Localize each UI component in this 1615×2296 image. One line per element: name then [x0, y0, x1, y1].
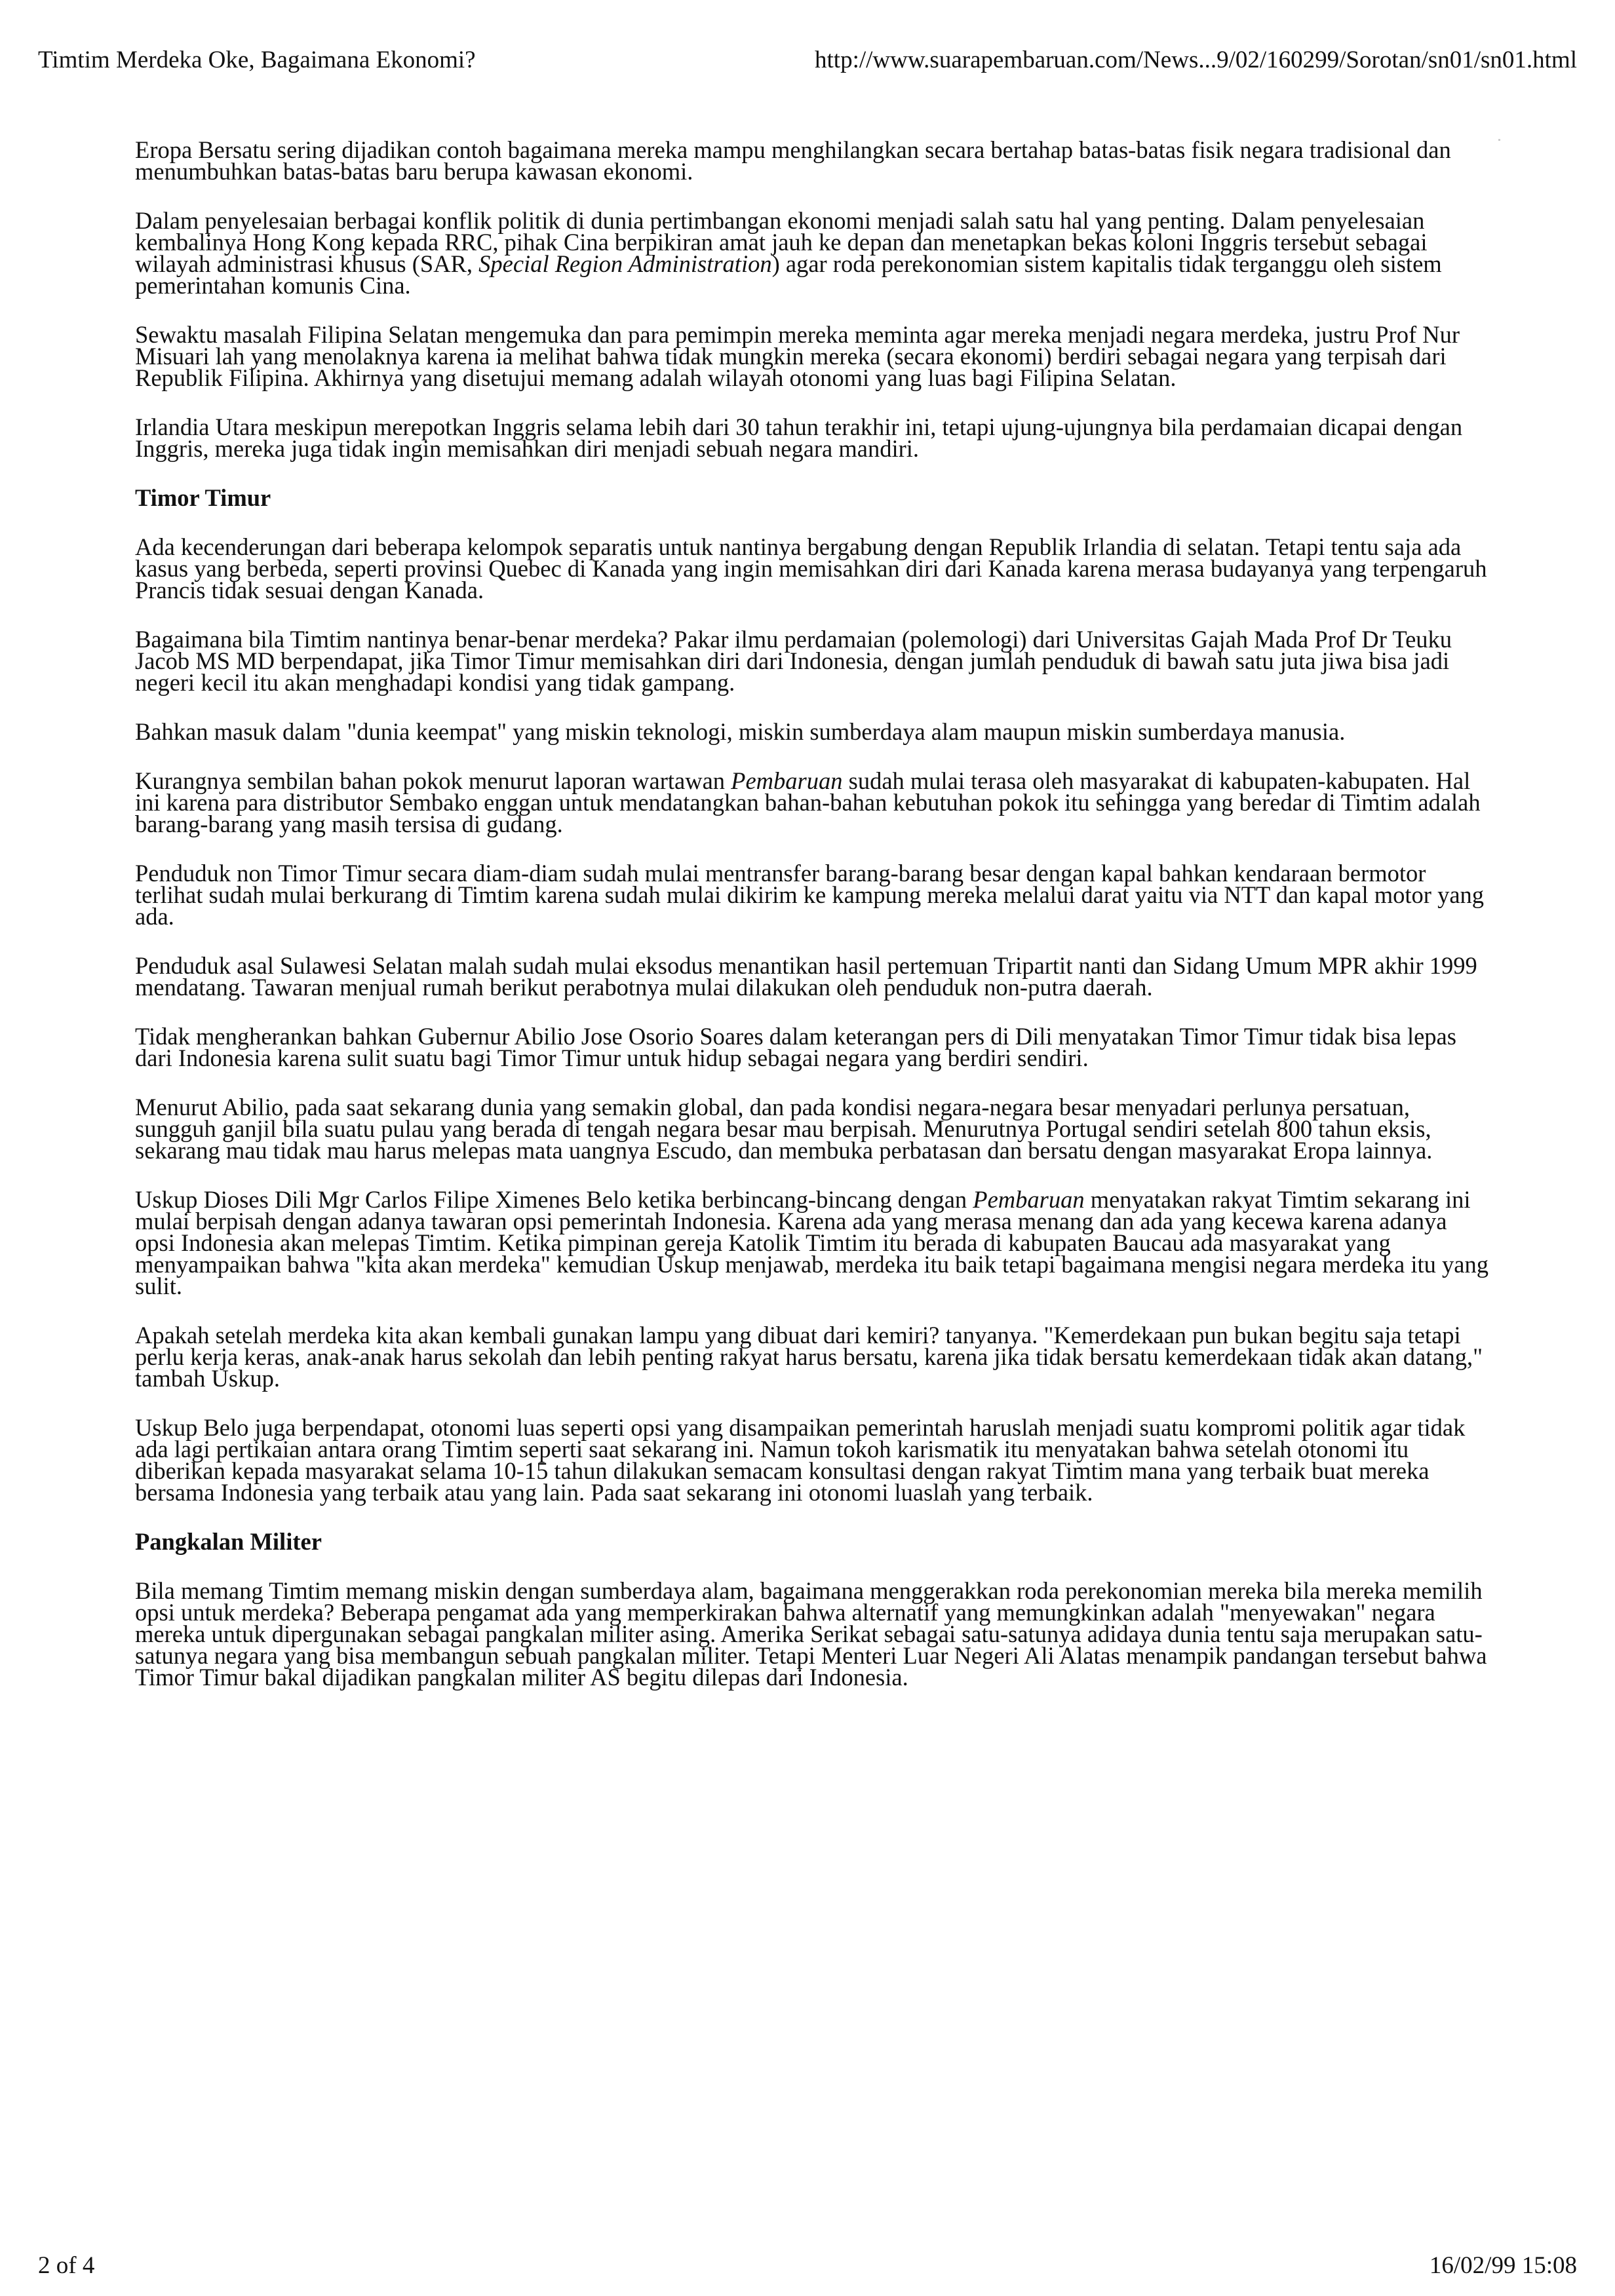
- page-header-title: Timtim Merdeka Oke, Bagaimana Ekonomi?: [38, 47, 476, 73]
- paragraph-text: Dalam penyelesaian berbagai konflik politik di dunia pertimbangan ekonomi menjadi salah satu hal yang penting. Dalam penyelesaian kembalinya Hong Kong kepada RRC, pihak Cina berpikiran amat jauh ke depan dan menetapkan bekas koloni Inggris tersebut sebagai wilayah administrasi khusus (SAR,: [135, 207, 1428, 277]
- paragraph: Ada kecenderungan dari beberapa kelompok separatis untuk nantinya bergabung dengan Republik Irlandia di selatan. Tetapi tentu saja ada kasus yang berbeda, seperti provinsi Quebec di Kanada yang ingin memisahkan diri dari Kanada karena merasa budayanya yang terpengaruh Prancis tidak sesuai dengan Kanada.: [135, 533, 1487, 603]
- paragraph: Penduduk non Timor Timur secara diam-diam sudah mulai mentransfer barang-barang besar dengan kapal bahkan kendaraan bermotor terlihat sudah mulai berkurang di Timtim karena sudah mulai dikirim ke kampung mereka melalui darat yaitu via NTT dan kapal motor yang ada.: [135, 860, 1485, 930]
- paragraph: [135, 207, 1492, 299]
- paragraph-text: Uskup Dioses Dili Mgr Carlos Filipe Ximenes Belo ketika berbincang-bincang dengan: [135, 1186, 973, 1213]
- paragraph-text: sudah mulai terasa oleh masyarakat di kabupaten-kabupaten. Hal ini karena para distributor Sembako enggan untuk mendatangkan bahan-bahan kebutuhan pokok itu sehingga yang beredar di Timtim adalah barang-barang yang masih tersisa di gudang.: [135, 767, 1481, 837]
- italic-term: Pembaruan: [731, 767, 843, 794]
- paragraph: Bila memang Timtim memang miskin dengan sumberdaya alam, bagaimana menggerakkan roda perekonomian mereka bila mereka memilih opsi untuk merdeka? Beberapa pengamat ada yang memperkirakan bahwa alternatif yang memungkinkan adalah "menyewakan" negara mereka untuk dipergunakan sebagai pangkalan militer asing. Amerika Serikat sebagai satu-satunya adidaya dunia tentu saja merupakan satu-satunya negara yang bisa membangun sebuah pangkalan militer. Tetapi Menteri Luar Negeri Ali Alatas menampik pandangan tersebut bahwa Timor Timur bakal dijadikan pangkalan militer AS begitu dilepas dari Indonesia.: [135, 1577, 1487, 1691]
- paragraph-text: menyatakan rakyat Timtim sekarang ini mulai berpisah dengan adanya tawaran opsi pemerintah Indonesia. Karena ada yang merasa menang dan ada yang kecewa karena adanya opsi Indonesia akan melepas Timtim. Ketika pimpinan gereja Katolik Timtim itu berada di kabupaten Baucau ada masyarakat yang menyampaikan bahwa "kita akan merdeka" kemudian Uskup menjawab, merdeka itu baik tetapi bagaimana mengisi negara merdeka itu yang sulit.: [135, 1186, 1489, 1299]
- paragraph: Eropa Bersatu sering dijadikan contoh bagaimana mereka mampu menghilangkan secara bertahap batas-batas fisik negara tradisional dan menumbuhkan batas-batas baru berupa kawasan ekonomi.: [135, 136, 1451, 185]
- paragraph: [135, 1186, 1492, 1299]
- paragraph-text: Kurangnya sembilan bahan pokok menurut laporan wartawan: [135, 767, 731, 794]
- paragraph: Apakah setelah merdeka kita akan kembali gunakan lampu yang dibuat dari kemiri? tanyanya. "Kemerdekaan pun bukan begitu saja tetapi perlu kerja keras, anak-anak harus sekolah dan lebih penting rakyat harus bersatu, karena jika tidak bersatu kemerdekaan tidak akan datang," tambah Uskup.: [135, 1322, 1483, 1392]
- section-heading: Timor Timur: [135, 484, 271, 511]
- paragraph: [135, 767, 1492, 837]
- page-footer-datetime: 16/02/99 15:08: [1429, 2252, 1577, 2279]
- paragraph: Bahkan masuk dalam "dunia keempat" yang miskin teknologi, miskin sumberdaya alam maupun miskin sumberdaya manusia.: [135, 718, 1346, 745]
- paragraph: Tidak mengherankan bahkan Gubernur Abilio Jose Osorio Soares dalam keterangan pers di Dili menyatakan Timor Timur tidak bisa lepas dari Indonesia karena sulit suatu bagi Timor Timur untuk hidup sebagai negara yang berdiri sendiri.: [135, 1023, 1456, 1071]
- scan-speck: [1498, 139, 1500, 141]
- italic-term: Pembaruan: [973, 1186, 1085, 1213]
- section-heading: Pangkalan Militer: [135, 1528, 322, 1555]
- page-footer-page-number: 2 of 4: [38, 2252, 95, 2279]
- paragraph: Menurut Abilio, pada saat sekarang dunia yang semakin global, dan pada kondisi negara-negara besar menyadari perlunya persatuan, sungguh ganjil bila suatu pulau yang berada di tengah negara besar mau berpisah. Menurutnya Portugal sendiri setelah 800 tahun eksis, sekarang mau tidak mau harus melepas mata uangnya Escudo, dan membuka perbatasan dan bersatu dengan masyarakat Eropa lainnya.: [135, 1094, 1433, 1164]
- paragraph-text: ) agar roda perekonomian sistem kapitalis tidak terganggu oleh sistem pemerintahan komunis Cina.: [135, 250, 1442, 299]
- paragraph: Sewaktu masalah Filipina Selatan mengemuka dan para pemimpin mereka meminta agar mereka menjadi negara merdeka, justru Prof Nur Misuari lah yang menolaknya karena ia melihat bahwa tidak mungkin mereka (secara ekonomi) berdiri sebagai negara yang terpisah dari Republik Filipina. Akhirnya yang disetujui memang adalah wilayah otonomi yang luas bagi Filipina Selatan.: [135, 321, 1460, 391]
- paragraph: Bagaimana bila Timtim nantinya benar-benar merdeka? Pakar ilmu perdamaian (polemologi) dari Universitas Gajah Mada Prof Dr Teuku Jacob MS MD berpendapat, jika Timor Timur memisahkan diri dari Indonesia, dengan jumlah penduduk di bawah satu juta jiwa bisa jadi negeri kecil itu akan menghadapi kondisi yang tidak gampang.: [135, 626, 1452, 696]
- paragraph: Uskup Belo juga berpendapat, otonomi luas seperti opsi yang disampaikan pemerintah haruslah menjadi suatu kompromi politik agar tidak ada lagi pertikaian antara orang Timtim seperti saat sekarang ini. Namun tokoh karismatik itu menyatakan bahwa setelah otonomi itu diberikan kepada masyarakat selama 10-15 tahun dilakukan semacam konsultasi dengan rakyat Timtim mana yang terbaik buat mereka bersama Indonesia yang terbaik atau yang lain. Pada saat sekarang ini otonomi luaslah yang terbaik.: [135, 1414, 1466, 1506]
- paragraph: Irlandia Utara meskipun merepotkan Inggris selama lebih dari 30 tahun terakhir ini, tetapi ujung-ujungnya bila perdamaian dicapai dengan Inggris, mereka juga tidak ingin memisahkan diri menjadi sebuah negara mandiri.: [135, 413, 1463, 462]
- article-body: [135, 136, 1492, 1715]
- italic-term: Special Region Administration: [478, 250, 772, 277]
- page-header-url: http://www.suarapembaruan.com/News...9/02/160299/Sorotan/sn01/sn01.html: [815, 47, 1577, 73]
- paragraph: Penduduk asal Sulawesi Selatan malah sudah mulai eksodus menantikan hasil pertemuan Tripartit nanti dan Sidang Umum MPR akhir 1999 mendatang. Tawaran menjual rumah berikut perabotnya mulai dilakukan oleh penduduk non-putra daerah.: [135, 952, 1477, 1001]
